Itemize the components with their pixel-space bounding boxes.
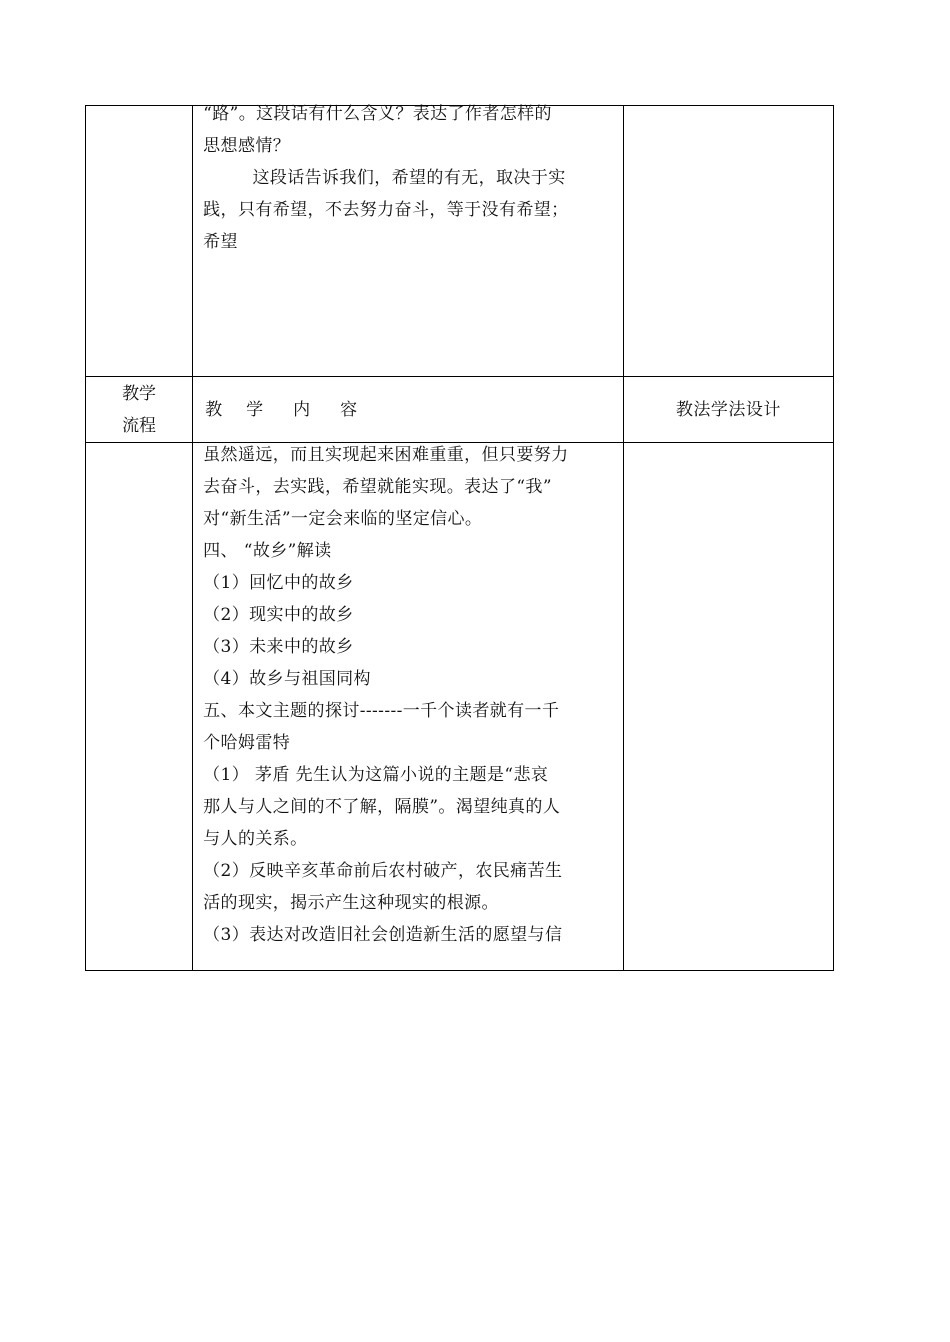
text-line: 活的现实，揭示产生这种现实的根源。 — [203, 893, 499, 914]
text-line: 那人与人之间的不了解，隔膜”。渴望纯真的人 — [203, 797, 561, 818]
text-line: 个哈姆雷特 — [203, 733, 291, 754]
list-item: （2）反映辛亥革命前后农村破产，农民痛苦生 — [203, 861, 563, 882]
process-cell — [86, 106, 193, 377]
text-line: 去奋斗，去实践，希望就能实现。表达了“我” — [203, 477, 552, 498]
method-cell — [623, 443, 833, 971]
list-item: （4）故乡与祖国同构 — [203, 669, 371, 690]
text-line: 希望 — [203, 232, 238, 252]
list-item: （2）现实中的故乡 — [203, 605, 354, 626]
content-text — [193, 98, 623, 258]
header-char: 教 — [205, 399, 223, 420]
header-char: 容 — [340, 399, 358, 420]
lesson-table — [85, 105, 834, 971]
content-cell — [193, 106, 624, 377]
list-item: （1） 茅盾 先生认为这篇小说的主题是“悲哀 — [203, 765, 549, 786]
text-line: “路”。这段话有什么含义？表达了作者怎样的 — [203, 104, 552, 124]
section-heading: 五、本文主题的探讨-------一千个读者就有一千 — [203, 701, 560, 722]
section-heading: 四、 “故乡”解读 — [203, 541, 332, 562]
method-cell — [623, 106, 833, 377]
text-line: 虽然遥远，而且实现起来困难重重，但只要努力 — [203, 445, 569, 466]
header-teaching-process — [86, 377, 193, 443]
header-char: 学 — [246, 399, 264, 420]
text-line: 对“新生活”一定会来临的坚定信心。 — [203, 509, 483, 530]
text-line: 这段话告诉我们，希望的有无，取决于实 — [252, 168, 566, 188]
text-line: 践，只有希望，不去努力奋斗，等于没有希望； — [203, 200, 569, 220]
list-item: （3）表达对改造旧社会创造新生活的愿望与信 — [203, 925, 563, 946]
header-char: 内 — [293, 399, 311, 420]
table-header-row — [86, 377, 834, 443]
header-line: 流程 — [122, 415, 157, 436]
text-line: 与人的关系。 — [203, 829, 308, 850]
content-text — [193, 439, 623, 951]
content-cell — [193, 443, 624, 971]
header-method-design: 教法学法设计 — [623, 377, 833, 443]
process-cell — [86, 443, 193, 971]
table-row — [86, 106, 834, 377]
list-item: （1）回忆中的故乡 — [203, 573, 354, 594]
header-teaching-content — [193, 377, 624, 443]
header-line: 教学 — [122, 383, 157, 404]
text-line: 思想感情？ — [203, 136, 291, 156]
table-row — [86, 443, 834, 971]
list-item: （3）未来中的故乡 — [203, 637, 354, 658]
